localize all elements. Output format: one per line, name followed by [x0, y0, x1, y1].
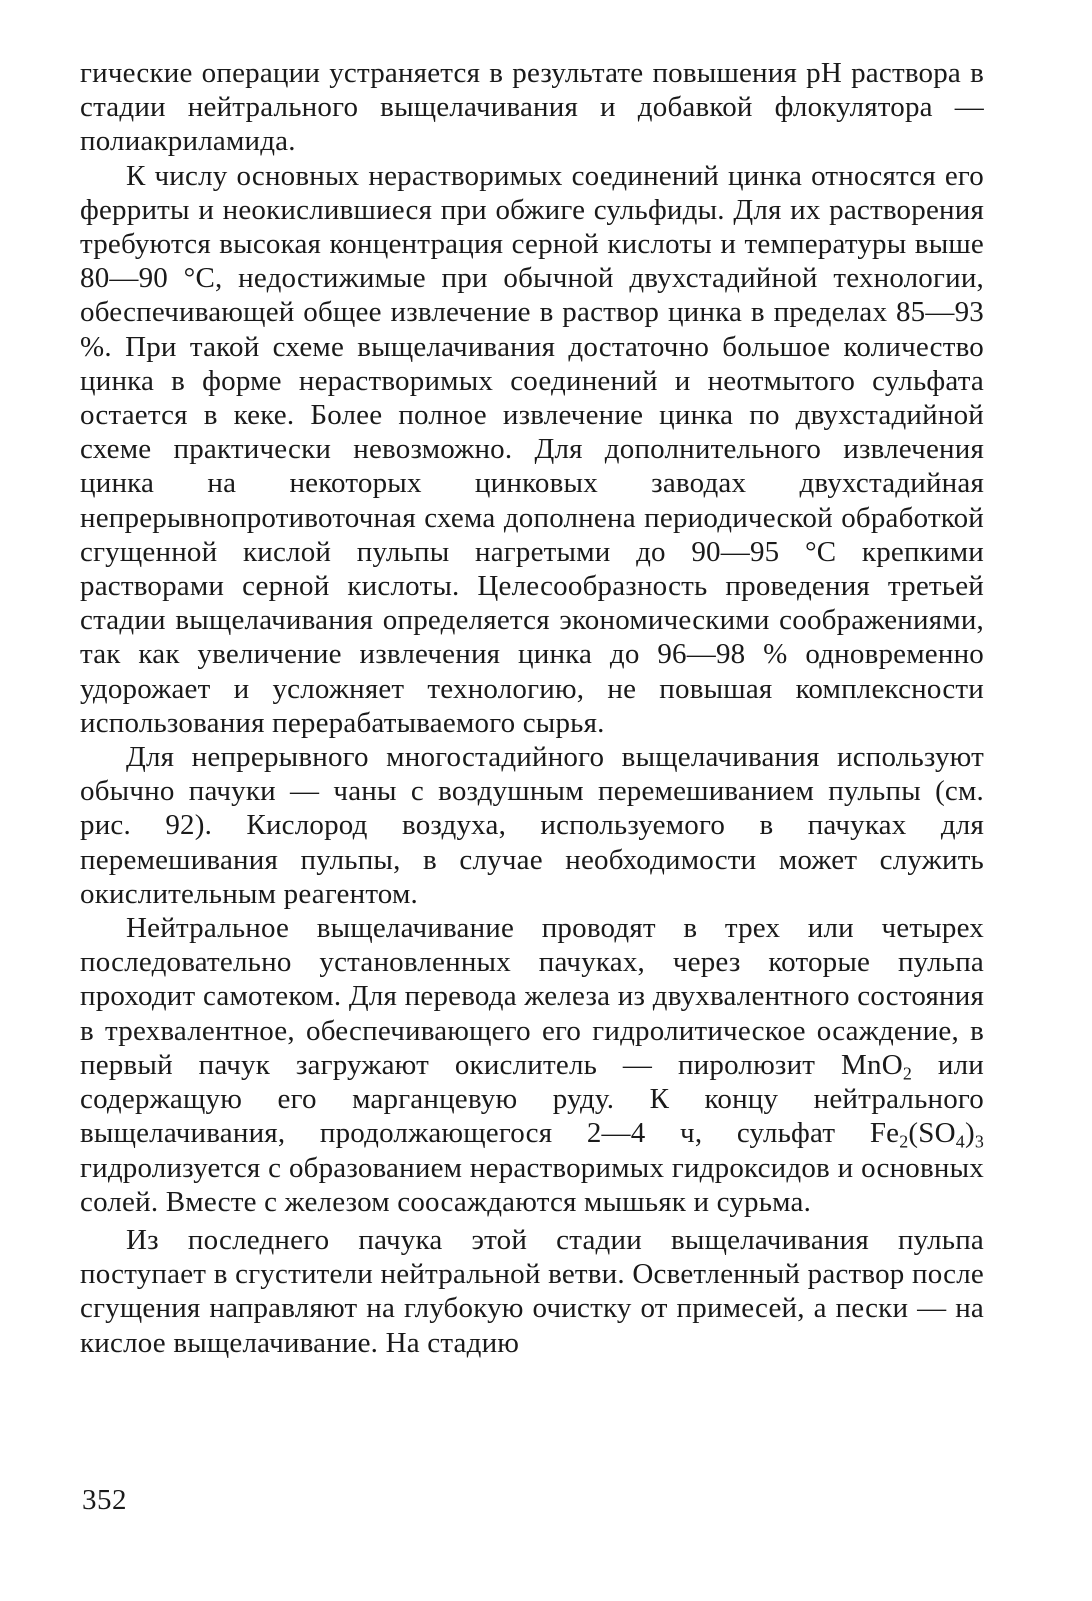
page-body — [80, 56, 984, 1360]
paragraph-4 — [80, 911, 984, 1219]
paragraph-2: К числу основных нерастворимых соединений цинка относятся его ферриты и неокислившиеся при обжиге сульфиды. Для их растворения требуются высокая концентрация серной кислоты и температуры выше 80—90 °С, недостижимые при обычной двухстадийной технологии, обеспечивающей общее извлечение в раствор цинка в пределах 85—93 %. При такой схеме выщелачивания достаточно большое количество цинка в форме нерастворимых соединений и неотмытого сульфата остается в кеке. Более полное извлечение цинка по двухстадийной схеме практически невозможно. Для дополнительного извлечения цинка на некоторых цинковых заводах двухстадийная непрерывнопротивоточная схема дополнена периодической обработкой сгущенной кислой пульпы нагретыми до 90—95 °С крепкими растворами серной кислоты. Целесообразность проведения третьей стадии выщелачивания определяется экономическими соображениями, так как увеличение извлечения цинка до 96—98 % одновременно удорожает и усложняет технологию, не повышая комплексности использования перерабатываемого сырья. — [80, 159, 984, 739]
paragraph-5: Из последнего пачука этой стадии выщелачивания пульпа поступает в сгустители нейтральной ветви. Осветленный раствор после сгущения направляют на глубокую очистку от примесей, а пески — на кислое выщелачивание. На стадию — [80, 1223, 984, 1359]
paragraph-4-text-d: ) — [964, 1117, 975, 1150]
paragraph-3: Для непрерывного многостадийного выщелачивания используют обычно пачуки — чаны с воздушным перемешиванием пульпы (см. рис. 92). Кислород воздуха, используемого в пачуках для перемешивания пульпы, в случае необходимости может служить окислительным реагентом. — [80, 741, 984, 910]
subscript: 3 — [974, 1131, 984, 1152]
paragraph-1: гические операции устраняется в результате повышения pH раствора в стадии нейтрального выщелачивания и добавкой флокулятора — полиакриламида. — [80, 57, 984, 158]
paragraph-4-text-a: Нейтральное выщелачивание проводят в трех или четырех последовательно установленных пачуках, через которые пульпа проходит самотеком. Для перевода железа из двухвалентного состояния в трехвалентное, обеспечивающего его гидролитическое осаждение, в первый пачук загружают окислитель — пиролюзит MnO — [80, 912, 984, 1081]
subscript: 2 — [902, 1063, 913, 1084]
page-number: 352 — [82, 1484, 127, 1516]
subscript: 2 — [899, 1131, 909, 1152]
paragraph-4-text-c: (SO — [908, 1117, 956, 1150]
paragraph-4-text-e: гидролизуется с образованием нерастворимых гидроксидов и основных солей. Вместе с железом соосаждаются мышьяк и сурьма. — [80, 1151, 984, 1218]
subscript: 4 — [955, 1131, 965, 1152]
paragraph-4-text-b: или содержащую его марганцевую руду. К концу нейтрального выщелачивания, продолжающегося 2—4 ч, сульфат Fe — [80, 1048, 985, 1150]
